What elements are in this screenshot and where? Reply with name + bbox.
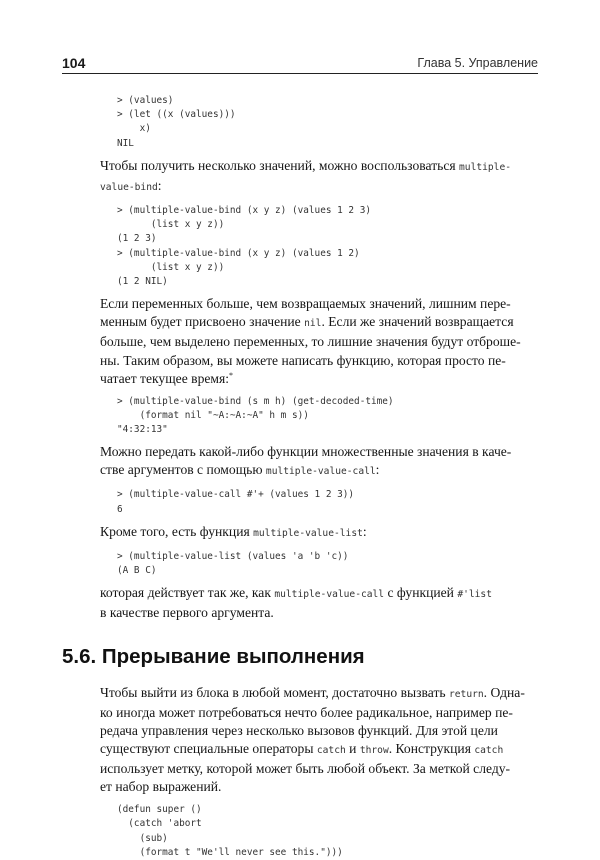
- footnote-mark: *: [229, 370, 234, 380]
- paragraph-list-equivalence: которая действует так же, как multiple-value-call с функцией #'list в качестве первого аргумента.: [100, 585, 492, 621]
- code-example-multiple-value-bind: > (multiple-value-bind (x y z) (values 1 2 3) (list x y z)) (1 2 3) > (multiple-value-bind (x y z) (values 1 2) (list x y z)) (1 2 NIL): [117, 205, 371, 288]
- page-header: [62, 55, 538, 74]
- inline-code: multiple-value-call: [265, 466, 376, 478]
- inline-code: multiple-value-list: [253, 527, 363, 539]
- inline-code: catch: [474, 744, 504, 756]
- paragraph-multiple-value-list: Кроме того, есть функция multiple-value-list:: [100, 523, 367, 539]
- inline-code: catch: [316, 744, 346, 756]
- paragraph-multiple-value-bind: Чтобы получить несколько значений, можно воспользоваться multiple- value-bind:: [100, 157, 512, 193]
- inline-code: nil: [304, 318, 322, 330]
- running-head: Глава 5. Управление: [417, 56, 538, 70]
- paragraph-extra-variables: Если переменных больше, чем возвращаемых значений, лишним пере- менным будет присвоено значение nil. Если же значений возвращается больше, чем выделено переменных, то лишние значения будут отброше- ны. Таким образом, вы можете написать функцию, которая просто пе- чатает текущее время:*: [100, 296, 521, 386]
- inline-code: return: [449, 688, 484, 700]
- section-heading: 5.6. Прерывание выполнения: [62, 644, 365, 668]
- inline-code: value-bind: [100, 181, 158, 193]
- code-example-catch: (defun super () (catch 'abort (sub) (format t "We'll never see this."))): [117, 804, 343, 858]
- inline-code: multiple-: [459, 161, 512, 173]
- page-content: [62, 94, 538, 860]
- paragraph-multiple-value-call: Можно передать какой-либо функции множественные значения в каче- стве аргументов с помощью multiple-value-call:: [100, 444, 512, 478]
- paragraph-catch-throw: Чтобы выйти из блока в любой момент, достаточно вызвать return. Одна- ко иногда может потребоваться нечто более радикальное, например пе- редача управления через несколько вызовов функций. Для этой цели существуют специальные операторы catch и throw. Конструкция catch использует метку, которой может быть любой объект. За меткой следу- ет набор выражений.: [100, 684, 525, 795]
- code-example-values: > (values) > (let ((x (values))) x) NIL: [117, 95, 236, 149]
- code-example-multiple-value-call: > (multiple-value-call #'+ (values 1 2 3)) 6: [117, 489, 355, 515]
- inline-code: throw: [359, 744, 389, 756]
- inline-code: #'list: [457, 589, 492, 601]
- inline-code: multiple-value-call: [274, 589, 385, 601]
- code-example-multiple-value-list: > (multiple-value-list (values 'a 'b 'c)) (A B C): [117, 550, 349, 577]
- code-example-decoded-time: > (multiple-value-bind (s m h) (get-decoded-time) (format nil "~A:~A:~A" h m s)) "4:32:13": [117, 395, 394, 436]
- page-number: 104: [62, 55, 86, 71]
